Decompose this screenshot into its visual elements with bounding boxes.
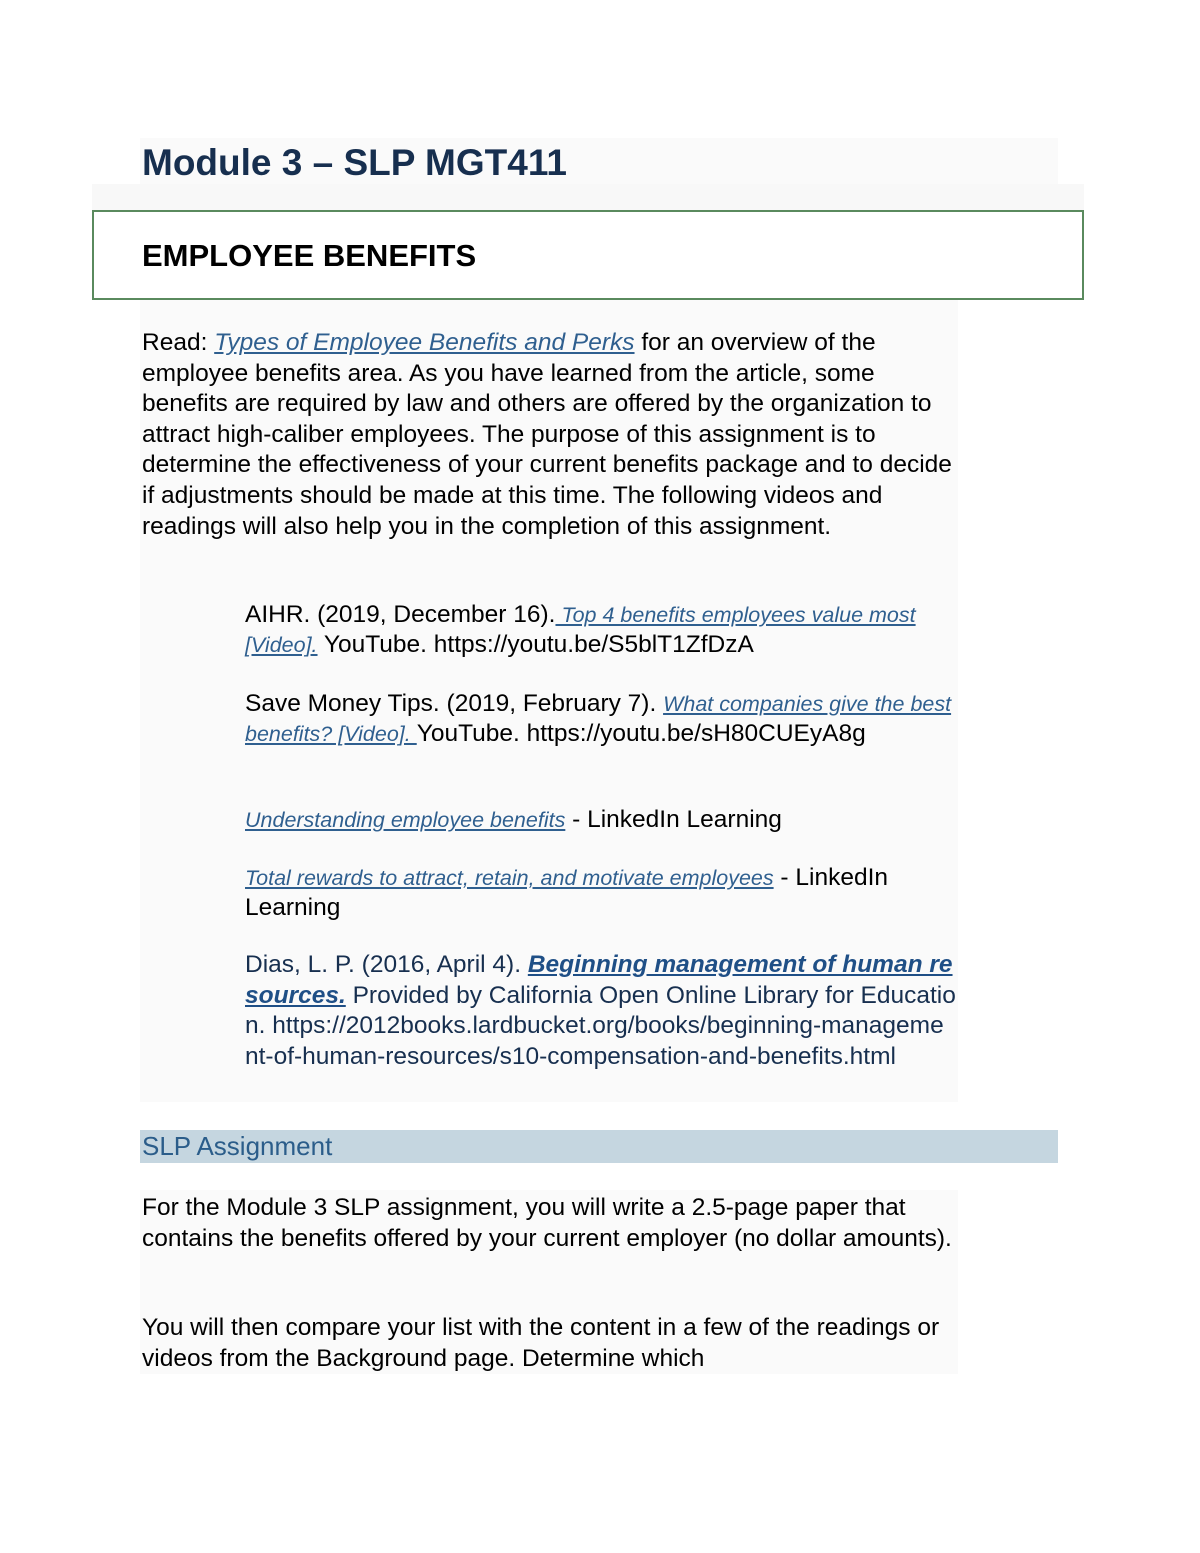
reference-aihr-prefix: AIHR. (2019, December 16). [245, 601, 556, 628]
reference-total-rewards [245, 863, 957, 923]
reference-save-money-suffix: YouTube. https://youtu.be/sH80CUEyA8g [416, 720, 866, 747]
reference-aihr-link[interactable]: Top 4 benefits employees value most [Video]. [245, 603, 916, 657]
reference-total-rewards-link[interactable]: Total rewards to attract, retain, and motivate employees [245, 866, 774, 890]
reference-save-money [245, 689, 957, 749]
reference-save-money-link-line1: What companies give the best [663, 692, 952, 716]
page-title: Module 3 – SLP MGT411 [142, 142, 567, 183]
assignment-paragraph-1: For the Module 3 SLP assignment, you will write a 2.5-page paper that contains the benefits offered by your current employer (no dollar amounts). [142, 1194, 952, 1252]
reference-save-money-prefix: Save Money Tips. (2019, February 7). [245, 690, 664, 717]
reference-save-money-link-line2: benefits? [Video]. [245, 722, 417, 746]
intro-paragraph [142, 328, 954, 542]
reference-dias-suffix: Provided by California Open Online Library for Education. https://2012books.lardbucket.org/books/beginning-management-of-human-resources/s10-compensation-and-benefits.html [245, 981, 956, 1070]
reference-total-rewards-suffix: - LinkedIn Learning [245, 864, 889, 921]
reference-dias-prefix: Dias, L. P. (2016, April 4). [245, 951, 528, 978]
reference-aihr-suffix: YouTube. https://youtu.be/S5blT1ZfDzA [317, 631, 754, 658]
header-divider-band [92, 184, 1084, 212]
reference-understanding-suffix: - LinkedIn Learning [565, 806, 782, 833]
reference-dias-link[interactable]: Beginning management of human resources. [245, 951, 953, 1009]
reference-dias [245, 950, 957, 1072]
assignment-paragraph-2: You will then compare your list with the content in a few of the readings or videos from the Background page. Determine which [142, 1314, 940, 1372]
read-label: Read: [142, 329, 215, 356]
reference-understanding-link[interactable]: Understanding employee benefits [245, 808, 566, 832]
section-heading: EMPLOYEE BENEFITS [142, 238, 477, 273]
section-heading-box [92, 210, 1084, 300]
slp-assignment-heading: SLP Assignment [142, 1131, 333, 1161]
reference-understanding [245, 805, 957, 835]
intro-text: for an overview of the employee benefits area. As you have learned from the article, some benefits are required by law and others are offered by the organization to attract high-caliber employees. The purpose of this assignment is to determine the effectiveness of your current benefits package and to decide if adjustments should be made at this time. The following videos and readings will also help you in the completion of this assignment. [142, 329, 952, 540]
reference-aihr [245, 600, 957, 660]
types-of-benefits-link[interactable]: Types of Employee Benefits and Perks [214, 329, 635, 356]
